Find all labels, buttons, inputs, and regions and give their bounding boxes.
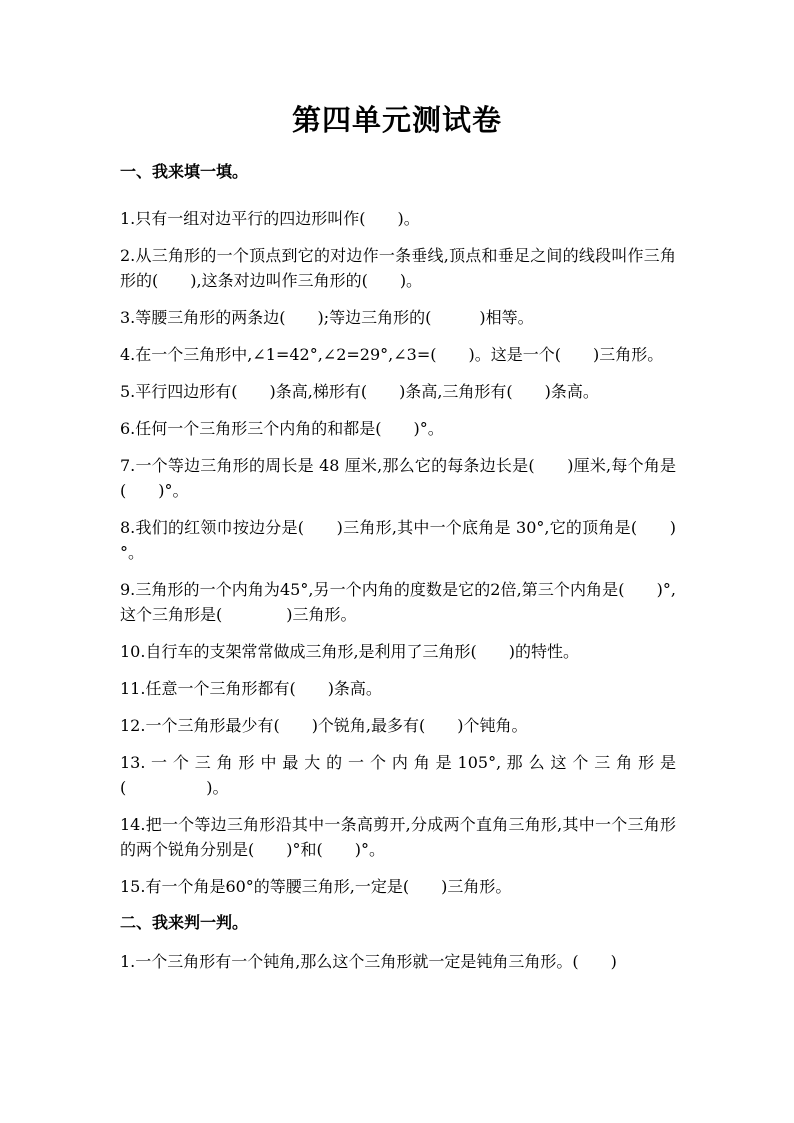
question-1-1: 1.只有一组对边平行的四边形叫作( )。 <box>120 209 420 228</box>
question-1-8: 8.我们的红领巾按边分是( )三角形,其中一个底角是 30°,它的顶角是( )°。 <box>120 518 676 562</box>
question-2-1: 1.一个三角形有一个钝角,那么这个三角形就一定是钝角三角形。( ) <box>120 952 617 971</box>
section-heading-judge: 二、我来判一判。 <box>120 913 249 932</box>
question-1-12: 12.一个三角形最少有( )个锐角,最多有( )个钝角。 <box>120 716 528 735</box>
question-1-6: 6.任何一个三角形三个内角的和都是( )°。 <box>120 419 444 438</box>
question-1-11: 11.任意一个三角形都有( )条高。 <box>120 679 382 698</box>
question-1-9: 9.三角形的一个内角为45°,另一个内角的度数是它的2倍,第三个内角是( )°,这个三角形是( )三角形。 <box>120 580 676 624</box>
question-1-13: 13. 一 个 三 角 形 中 最 大 的 一 个 内 角 是 105°, 那 么 这 个 三 角 形 是( )。 <box>120 753 676 797</box>
question-1-2: 2.从三角形的一个顶点到它的对边作一条垂线,顶点和垂足之间的线段叫作三角形的( ),这条对边叫作三角形的( )。 <box>120 246 676 290</box>
question-1-4: 4.在一个三角形中,∠1=42°,∠2=29°,∠3=( )。这是一个( )三角形。 <box>120 345 664 364</box>
question-1-5: 5.平行四边形有( )条高,梯形有( )条高,三角形有( )条高。 <box>120 382 599 401</box>
question-1-7: 7.一个等边三角形的周长是 48 厘米,那么它的每条边长是( )厘米,每个角是( )°。 <box>120 456 676 500</box>
question-1-10: 10.自行车的支架常常做成三角形,是利用了三角形( )的特性。 <box>120 642 580 661</box>
section-heading-fill: 一、我来填一填。 <box>120 162 249 181</box>
page-title: 第四单元测试卷 <box>291 103 502 137</box>
question-1-3: 3.等腰三角形的两条边( );等边三角形的( )相等。 <box>120 308 534 327</box>
exam-content <box>120 160 676 986</box>
question-1-15: 15.有一个角是60°的等腰三角形,一定是( )三角形。 <box>120 877 512 896</box>
question-1-14: 14.把一个等边三角形沿其中一条高剪开,分成两个直角三角形,其中一个三角形的两个锐角分别是( )°和( )°。 <box>120 815 676 859</box>
